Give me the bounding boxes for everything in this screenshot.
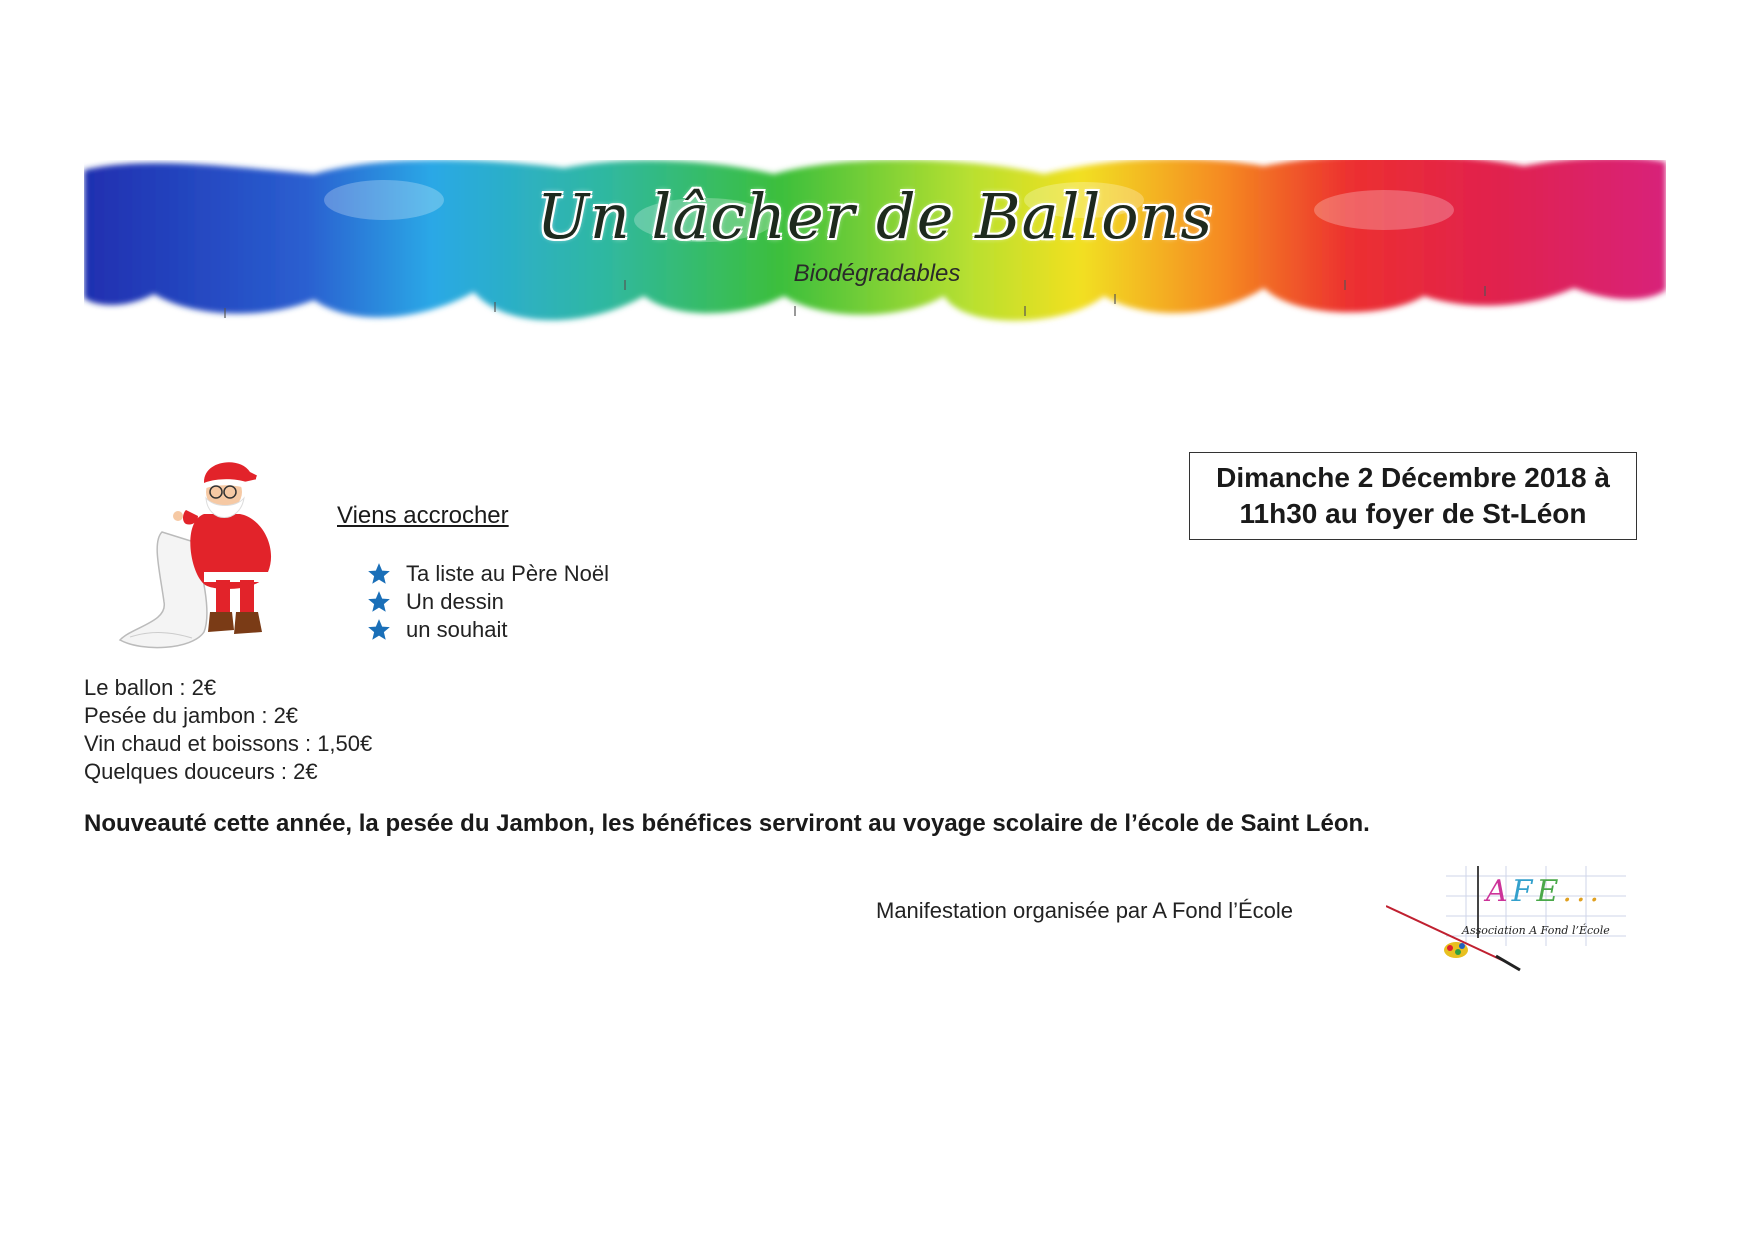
event-date-line-2: 11h30 au foyer de St-Léon — [1239, 498, 1587, 529]
logo-letter: F — [1511, 874, 1537, 909]
wish-item-label: Ta liste au Père Noël — [406, 561, 609, 586]
wish-item-label: un souhait — [406, 617, 508, 642]
price-item: Quelques douceurs : 2€ — [84, 759, 318, 784]
star-icon — [366, 617, 392, 643]
organizer-text: Manifestation organisée par A Fond l’École — [876, 898, 1294, 923]
afe-logo-letters — [1486, 874, 1603, 909]
list-item — [366, 560, 609, 588]
logo-letter: ... — [1562, 874, 1604, 909]
afe-logo-subtitle: Association A Fond l’École — [1462, 924, 1610, 937]
announcement-text: Nouveauté cette année, la pesée du Jambon, les bénéfices serviront au voyage scolaire de l’école de Saint Léon. — [84, 810, 1370, 837]
wishes-heading: Viens accrocher — [337, 502, 509, 529]
santa-claus-illustration — [112, 452, 312, 662]
logo-letter: A — [1486, 874, 1512, 909]
wishes-list — [366, 560, 609, 644]
banner-subtitle: Biodégradables — [793, 260, 961, 287]
list-item — [366, 616, 609, 644]
price-item: Vin chaud et boissons : 1,50€ — [84, 731, 373, 756]
price-item: Pesée du jambon : 2€ — [84, 703, 299, 728]
logo-letter: E — [1536, 874, 1563, 909]
balloon-banner — [84, 160, 1666, 340]
price-item: Le ballon : 2€ — [84, 675, 217, 700]
price-list — [84, 674, 372, 786]
list-item — [366, 588, 609, 616]
afe-logo — [1386, 866, 1636, 976]
star-icon — [366, 561, 392, 587]
wish-item-label: Un dessin — [406, 589, 504, 614]
star-icon — [366, 589, 392, 615]
event-date-box — [1189, 452, 1637, 540]
event-date-line-1: Dimanche 2 Décembre 2018 à — [1216, 462, 1610, 493]
banner-title: Un lâcher de Ballons — [536, 180, 1214, 253]
